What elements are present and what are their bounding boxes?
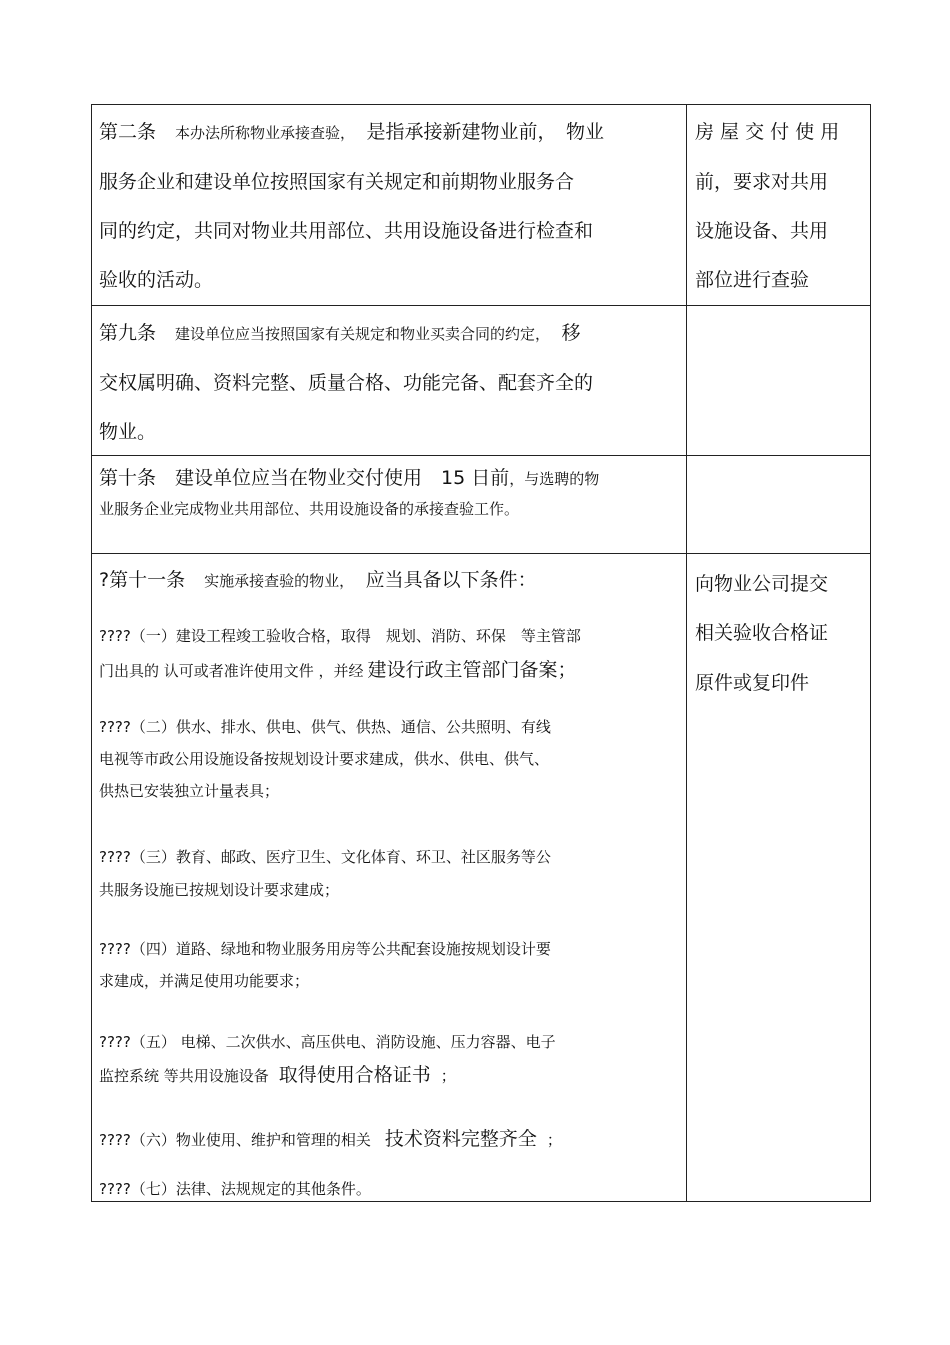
condition-line [99, 655, 577, 682]
remark-cell [687, 306, 871, 456]
article-text: 建设单位应当在物业交付使用 [156, 467, 423, 489]
table-row [92, 456, 871, 554]
article-cell [92, 554, 687, 1202]
condition-line: ????（四）道路、绿地和物业服务用房等公共配套设施按规划设计要 [99, 940, 551, 958]
article-line [99, 565, 537, 592]
article-line: 业服务企业完成物业共用部位、共用设施设备的承接查验工作。 [99, 500, 520, 518]
condition-line: ????（五） 电梯、二次供水、高压供电、消防设施、压力容器、电子 [99, 1033, 556, 1051]
article-text: 物业 [547, 121, 605, 143]
article-number: 第十条 [99, 467, 157, 489]
condition-text: ????（六）物业使用、维护和管理的相关 [99, 1131, 371, 1149]
table-row [92, 554, 871, 1202]
article-line: 服务企业和建设单位按照国家有关规定和前期物业服务合 [99, 171, 575, 193]
condition-line: ????（七）法律、法规规定的其他条件。 [99, 1180, 371, 1198]
article-line [99, 318, 581, 345]
article-text: 15 日前 [422, 467, 510, 489]
article-cell [92, 105, 687, 306]
article-line: 物业。 [99, 421, 157, 443]
condition-line: 电视等市政公用设施设备按规划设计要求建成，供水、供电、供气、 [99, 750, 550, 768]
condition-text: ； [546, 1131, 562, 1149]
article-text: 移 [542, 322, 581, 344]
remark-cell [687, 456, 871, 554]
remark-cell [687, 105, 871, 306]
table-row [92, 306, 871, 456]
article-number: 第九条 [99, 322, 157, 344]
article-line: 交权属明确、资料完整、质量合格、功能完备、配套齐全的 [99, 372, 594, 394]
article-text: 建设单位应当按照国家有关规定和物业买卖合同的约定， [160, 325, 543, 343]
condition-text: 取得使用合格证书 [278, 1064, 431, 1086]
table-row [92, 105, 871, 306]
condition-line: 求建成，并满足使用功能要求； [99, 972, 310, 990]
remark-line: 原件或复印件 [695, 672, 810, 694]
article-text: 本办法所称物业承接查验， [160, 124, 348, 142]
article-number: ?第十一条 [99, 569, 186, 591]
article-line [99, 463, 599, 490]
remark-line: 相关验收合格证 [695, 622, 829, 644]
condition-line: ????（二）供水、排水、供电、供气、供热、通信、公共照明、有线 [99, 718, 551, 736]
remark-line: 前，要求对共用 [695, 171, 829, 193]
article-text: 是指承接新建物业前， [347, 121, 548, 143]
remark-line: 房 屋 交 付 使 用 [695, 121, 840, 143]
condition-text: 建设行政主管部门备案； [367, 659, 577, 681]
article-number: 第二条 [99, 121, 157, 143]
remark-cell [687, 554, 871, 1202]
condition-text: ； [440, 1067, 456, 1085]
regulation-table [91, 104, 871, 1202]
condition-line [99, 1124, 562, 1151]
article-cell [92, 456, 687, 554]
condition-text: 技术资料完整齐全 [384, 1128, 537, 1150]
article-line [99, 117, 604, 144]
remark-line: 设施设备、共用 [695, 220, 829, 242]
condition-text: 监控系统 等共用设施设备 [99, 1067, 269, 1085]
condition-text: 门出具的 认可或者准许使用文件 ，并经 [99, 662, 364, 680]
condition-line [99, 1060, 456, 1087]
article-line: 验收的活动。 [99, 269, 214, 291]
condition-line: 供热已安装独立计量表具； [99, 782, 280, 800]
condition-line: ????（一）建设工程竣工验收合格，取得 规划、消防、环保 等主管部 [99, 627, 581, 645]
article-text: 实施承接查验的物业， [189, 572, 347, 590]
condition-line: 共服务设施已按规划设计要求建成； [99, 881, 340, 899]
condition-line: ????（三）教育、邮政、医疗卫生、文化体育、环卫、社区服务等公 [99, 848, 551, 866]
article-line: 同的约定，共同对物业共用部位、共用设施设备进行检查和 [99, 220, 594, 242]
article-text: ，与选聘的物 [509, 470, 600, 488]
remark-line: 部位进行查验 [695, 269, 810, 291]
article-text: 应当具备以下条件： [346, 569, 537, 591]
article-cell [92, 306, 687, 456]
remark-line: 向物业公司提交 [695, 573, 829, 595]
